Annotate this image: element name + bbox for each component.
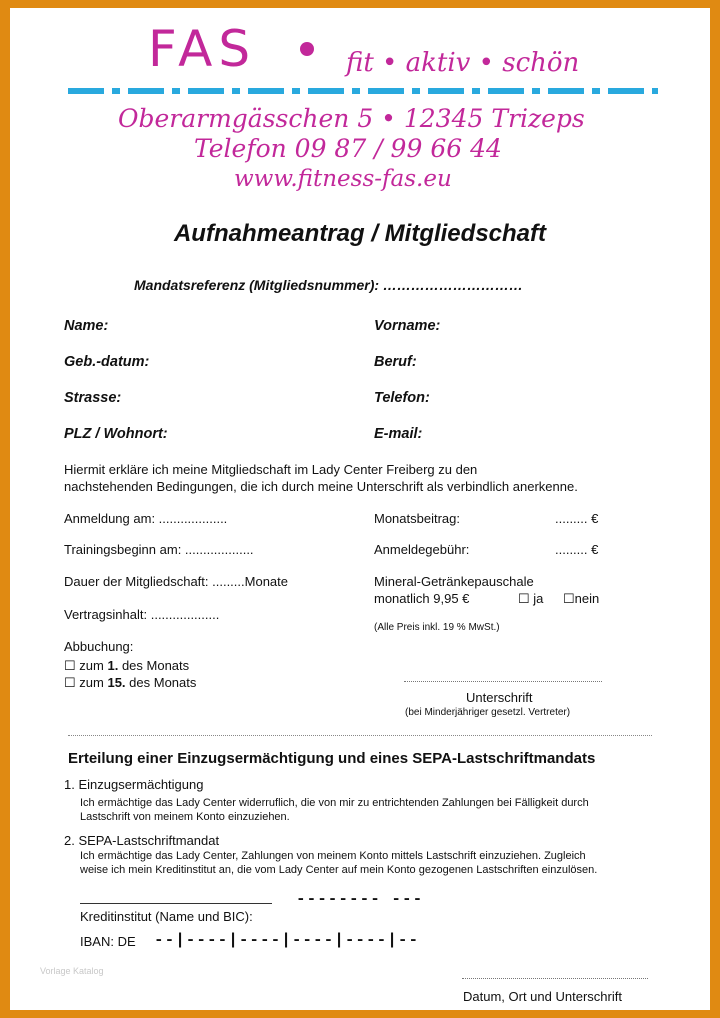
option-text: zum	[79, 658, 104, 673]
mandate-reference: Mandatsreferenz (Mitgliedsnummer): …………………………	[134, 277, 523, 293]
option-ja-label: ja	[533, 591, 544, 606]
sepa-signature-line[interactable]	[462, 978, 648, 979]
signature-line[interactable]	[404, 681, 602, 682]
anmeldegebuehr-value: ......... €	[555, 542, 599, 557]
form-sheet	[10, 8, 710, 1010]
option-day: 1.	[107, 658, 119, 673]
brand-phone: Telefon 09 87 / 99 66 44	[194, 134, 502, 163]
option-text: des Monats	[121, 658, 190, 673]
mineral-label: Mineral-Getränkepauschale	[374, 574, 534, 589]
sepa-section-2-line-2: weise ich mein Kreditinstitut an, die vom Lady Center auf mein Konto gezogenen Lastschriften einzulösen.	[80, 864, 598, 876]
sepa-section-2-line-1: Ich ermächtige das Lady Center, Zahlungen von meinem Konto mittels Lastschrift einzuziehen. Zugleich	[80, 850, 586, 862]
iban-label: IBAN: DE	[80, 934, 136, 949]
signature-note: (bei Minderjähriger gesetzl. Vertreter)	[405, 707, 571, 718]
option-text: zum	[79, 675, 104, 690]
section-divider	[68, 735, 652, 736]
declaration-line-1: Hiermit erkläre ich meine Mitgliedschaft im Lady Center Freiberg zu den	[64, 462, 478, 477]
field-telefon-label: Telefon:	[374, 390, 430, 406]
checkbox-icon[interactable]: ☐	[64, 675, 76, 690]
field-beruf-label: Beruf:	[374, 354, 417, 370]
brand-dot	[300, 42, 314, 56]
checkbox-nein-icon[interactable]: ☐	[563, 591, 575, 606]
declaration-line-2: nachstehenden Bedingungen, die ich durch meine Unterschrift als verbindlich anerkenne.	[64, 479, 578, 494]
monatsbeitrag-label: Monatsbeitrag:	[374, 511, 460, 526]
monatsbeitrag-value: ......... €	[555, 511, 599, 526]
option-day: 15.	[107, 675, 126, 690]
brand-logo: FAS	[148, 20, 257, 78]
checkbox-ja-icon[interactable]: ☐	[518, 591, 530, 606]
mineral-price: monatlich 9,95 €	[374, 591, 470, 606]
vertragsinhalt-field: Vertragsinhalt: ...................	[64, 607, 220, 622]
anmeldung-field: Anmeldung am: ...................	[64, 511, 228, 526]
field-vorname-label: Vorname:	[374, 318, 441, 334]
field-strasse-label: Strasse:	[64, 390, 122, 406]
brand-website: www.fitness-fas.eu	[234, 166, 452, 192]
watermark: Vorlage Katalog	[40, 966, 104, 976]
field-plz-label: PLZ / Wohnort:	[64, 426, 168, 442]
signature-label: Unterschrift	[466, 690, 533, 705]
brand-address: Oberarmgässchen 5 • 12345 Trizeps	[118, 104, 585, 133]
price-note: (Alle Preis inkl. 19 % MwSt.)	[374, 622, 500, 633]
decorative-dash-line	[68, 88, 658, 94]
sepa-signature-label: Datum, Ort und Unterschrift	[463, 989, 622, 1004]
brand-slogan: fit • aktiv • schön	[346, 48, 580, 78]
abbuchung-option-1[interactable]	[64, 658, 189, 674]
sepa-section-1-line-1: Ich ermächtige das Lady Center widerruflich, die von mir zu entrichtenden Zahlungen bei Fälligkeit durch	[80, 797, 589, 809]
sepa-section-1-line-2: Lastschrift von meinem Konto einzuziehen.	[80, 811, 290, 823]
option-ja[interactable]	[518, 591, 543, 607]
dauer-field: Dauer der Mitgliedschaft: .........Monate	[64, 574, 288, 589]
iban-dashes[interactable]: --|----|----|----|----|--	[154, 931, 420, 949]
anmeldegebuehr-label: Anmeldegebühr:	[374, 542, 470, 557]
field-name-label: Name:	[64, 318, 109, 334]
abbuchung-label: Abbuchung:	[64, 639, 134, 654]
checkbox-icon[interactable]: ☐	[64, 658, 76, 673]
field-gebdatum-label: Geb.-datum:	[64, 354, 150, 370]
option-text: des Monats	[129, 675, 197, 690]
abbuchung-option-2[interactable]	[64, 675, 196, 691]
kreditinstitut-label: Kreditinstitut (Name und BIC):	[80, 909, 253, 924]
kreditinstitut-line[interactable]	[80, 903, 272, 904]
option-nein[interactable]	[563, 591, 599, 607]
sepa-section-1-title: 1. Einzugsermächtigung	[64, 777, 204, 792]
form-title: Aufnahmeantrag / Mitgliedschaft	[173, 220, 547, 247]
option-nein-label: nein	[574, 591, 600, 606]
field-email-label: E-mail:	[374, 426, 423, 442]
sepa-heading: Erteilung einer Einzugsermächtigung und eines SEPA-Lastschriftmandats	[68, 750, 596, 767]
sepa-section-2-title: 2. SEPA-Lastschriftmandat	[64, 833, 220, 848]
bic-dashes[interactable]: -------- ---	[296, 890, 424, 908]
trainingsbeginn-field: Trainingsbeginn am: ...................	[64, 542, 254, 557]
